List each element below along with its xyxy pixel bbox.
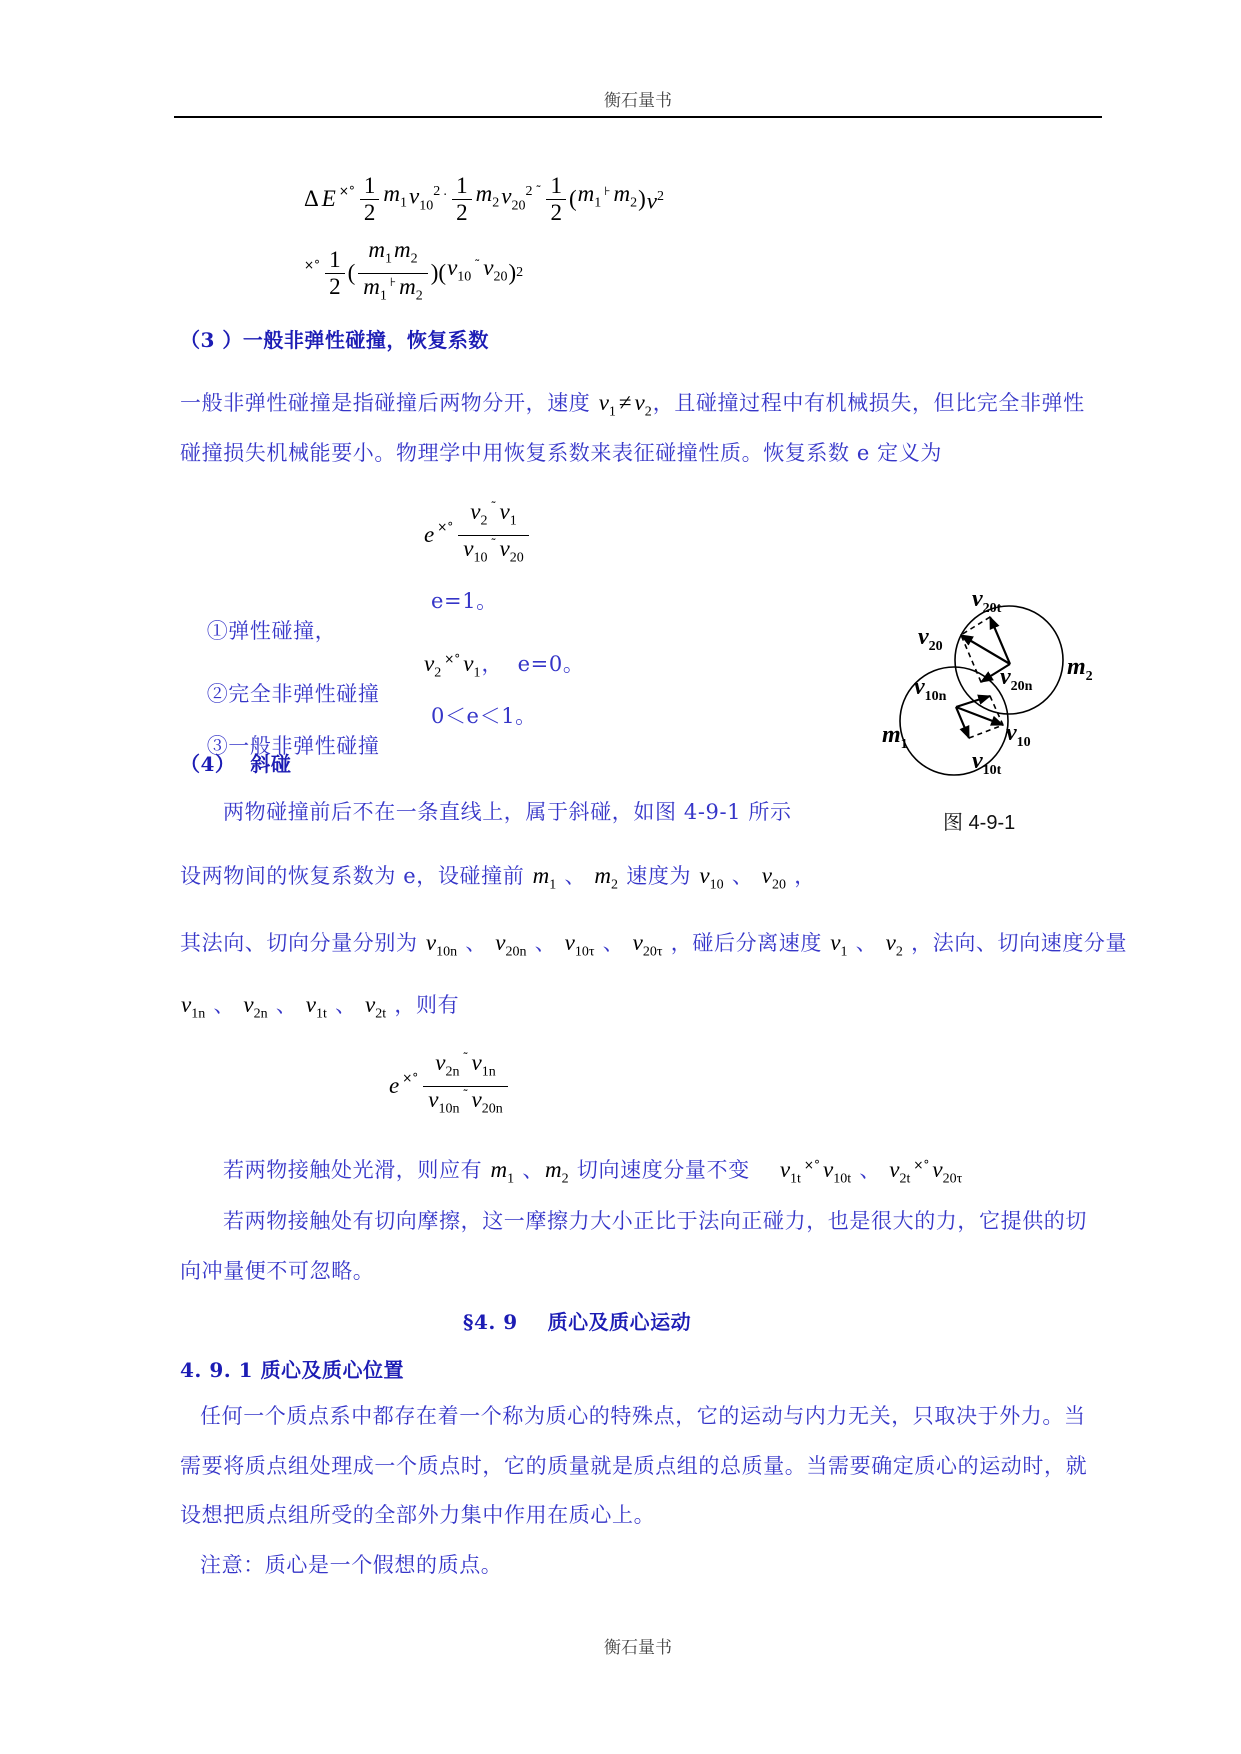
variable-symbol: v <box>447 255 458 281</box>
variable-subscript: 20τ <box>942 1171 963 1187</box>
text-run: 任何一个质点系中都存在着一个称为质心的特殊点，它的运动与内力无关，只取决于外力。当 <box>200 1404 1086 1428</box>
fraction-denominator <box>452 199 472 226</box>
variable-symbol: v <box>483 255 494 281</box>
superscript: 2 <box>516 265 524 280</box>
variable-subscript: 1 <box>594 195 602 211</box>
variable-symbol: v <box>761 863 772 888</box>
variable-symbol: m <box>399 273 416 299</box>
fraction <box>546 173 566 226</box>
label-symbol: v <box>1000 664 1011 690</box>
variable-symbol: m <box>532 863 550 888</box>
math-operator: ×° <box>913 1158 930 1172</box>
variable-subscript: 2n <box>253 1006 268 1022</box>
paragraph-line <box>180 861 816 901</box>
variable-subscript: 2 <box>895 944 903 960</box>
variable-subscript: 1 <box>384 251 392 267</box>
math-operator: ⊦ <box>389 274 397 289</box>
label-subscript: 1 <box>900 737 908 752</box>
label-subscript: 10 <box>1016 735 1031 750</box>
text-run: 1 <box>550 172 562 198</box>
math-operator: ˜ <box>535 184 542 198</box>
label-v20t <box>972 586 1002 616</box>
math-variable <box>598 390 616 420</box>
text-run: 、 <box>268 993 305 1017</box>
variable-symbol: v <box>424 651 435 676</box>
variable-symbol: v <box>499 535 510 561</box>
text-run: 、 <box>327 993 365 1017</box>
text-run: ， e=0。 <box>481 652 585 676</box>
paragraph-line <box>180 928 1127 968</box>
math-variable <box>647 184 664 215</box>
math-variable <box>499 498 517 529</box>
text-run: 设两物间的恢复系数为 e，设碰撞前 <box>180 864 532 888</box>
restitution-coefficient-formula <box>423 498 532 566</box>
variable-symbol: v <box>634 390 645 415</box>
text-run: 、 <box>458 931 495 955</box>
math-variable <box>761 863 786 893</box>
math-variable <box>425 930 458 960</box>
oblique-restitution-formula <box>388 1049 511 1117</box>
variable-subscript: 1 <box>400 195 408 211</box>
text-run: 一般非弹性碰撞是指碰撞后两物分开，速度 <box>180 391 598 415</box>
math-variable <box>501 179 532 219</box>
variable-subscript: 1t <box>315 1006 327 1022</box>
variable-subscript: 1 <box>379 288 387 304</box>
math-variable <box>447 255 471 291</box>
variable-symbol: v <box>471 1049 482 1075</box>
energy-loss-equation-line-1 <box>302 170 665 228</box>
math-variable <box>779 1157 801 1187</box>
fraction-numerator <box>465 499 521 535</box>
paragraph-line <box>200 1401 1086 1431</box>
paragraph-line <box>223 797 792 827</box>
list-item-label: ③一般非弹性碰撞 <box>206 734 380 758</box>
variable-symbol: v <box>598 390 609 415</box>
variable-subscript: 2 <box>415 288 423 304</box>
label-symbol: v <box>918 624 929 650</box>
text-run: ，则有 <box>387 993 460 1017</box>
variable-subscript: 2 <box>480 513 488 529</box>
fraction <box>360 173 380 226</box>
list-item-value <box>431 586 498 616</box>
text-run: 、 <box>848 931 885 955</box>
math-variable <box>499 535 524 566</box>
variable-symbol: v <box>471 1086 482 1112</box>
variable-subscript: 20 <box>511 198 526 214</box>
text-run: 注意：质心是一个假想的质点。 <box>200 1553 503 1577</box>
math-variable <box>885 930 903 960</box>
text-run: 2 <box>363 199 376 225</box>
fraction-numerator <box>546 173 566 199</box>
label-subscript: 2 <box>1085 669 1093 684</box>
text-run: ) <box>508 260 517 285</box>
section-heading-oblique: （4） 斜碰 <box>180 752 292 776</box>
math-operator: ×° <box>437 520 454 534</box>
math-variable <box>532 863 557 893</box>
paragraph-line <box>180 388 1085 428</box>
math-variable <box>495 930 527 960</box>
variable-subscript: 20n <box>505 944 527 960</box>
math-variable <box>365 992 387 1022</box>
fraction-denominator <box>458 535 528 572</box>
list-item-label: ②完全非弹性碰撞 <box>206 682 380 706</box>
text-run: 、 <box>724 864 761 888</box>
variable-subscript: 10n <box>438 1101 460 1117</box>
v20-dashed-guide <box>961 617 990 635</box>
math-variable <box>463 651 481 681</box>
chapter-section-title: §4. 9 质心及质心运动 <box>463 1310 692 1334</box>
text-run: 1 <box>363 172 376 198</box>
math-operator: ˜ <box>462 1050 469 1065</box>
label-subscript: 10t <box>982 763 1002 778</box>
text-run: ) <box>638 186 646 211</box>
math-operator: ×° <box>304 258 321 272</box>
text-run: ( <box>347 260 356 285</box>
math-variable <box>305 992 327 1022</box>
math-variable <box>889 1157 911 1187</box>
variable-symbol: E <box>321 186 336 211</box>
variable-symbol: v <box>305 992 316 1017</box>
variable-symbol: v <box>822 1157 834 1182</box>
math-variable <box>393 236 418 267</box>
math-symbol: Δ <box>304 186 319 211</box>
v10n-arrow <box>956 696 990 707</box>
math-operator: ˜ <box>490 499 497 514</box>
energy-loss-equation-line-2 <box>302 236 524 304</box>
label-m2 <box>1067 654 1093 684</box>
label-subscript: 10n <box>924 689 947 704</box>
variable-symbol: v <box>699 863 710 888</box>
v10-dashed-guide <box>969 725 1003 738</box>
math-variable <box>399 273 423 304</box>
variable-subscript: 1 <box>509 513 517 529</box>
variable-subscript: 2 <box>610 877 618 893</box>
variable-subscript: 2t <box>899 1171 911 1187</box>
label-subscript: 20 <box>928 639 943 654</box>
text-run: 、 <box>557 864 594 888</box>
math-variable <box>368 236 392 267</box>
variable-subscript: 10 <box>473 550 488 566</box>
variable-symbol: v <box>470 498 481 524</box>
variable-symbol: v <box>779 1157 791 1182</box>
math-variable <box>564 930 595 960</box>
fraction <box>458 499 528 571</box>
label-symbol: v <box>972 748 983 774</box>
page-header: 衡石量书 <box>604 91 672 111</box>
math-variable <box>578 181 602 217</box>
fraction-numerator <box>325 247 345 273</box>
list-item-value <box>431 701 537 731</box>
label-symbol: v <box>1006 720 1017 746</box>
text-run: e=1。 <box>431 589 498 613</box>
variable-subscript: 20 <box>509 550 524 566</box>
label-v10 <box>1006 720 1031 750</box>
variable-subscript: 2 <box>561 1171 569 1187</box>
paragraph-line <box>180 1500 655 1530</box>
fraction-denominator <box>358 273 428 310</box>
math-operator: ×° <box>402 1071 419 1085</box>
math-variable <box>632 930 663 960</box>
variable-subscript: 1 <box>840 944 848 960</box>
math-variable <box>363 273 387 304</box>
variable-subscript: 1 <box>507 1171 515 1187</box>
variable-subscript: 2 <box>492 195 500 211</box>
variable-subscript: 2 <box>630 195 638 211</box>
page-footer: 衡石量书 <box>604 1638 672 1658</box>
label-subscript: 20n <box>1010 679 1033 694</box>
fraction <box>325 247 345 300</box>
fraction <box>452 173 472 226</box>
variable-subscript: 20n <box>481 1101 503 1117</box>
section-heading-inelastic: （3 ）一般非弹性碰撞，恢复系数 <box>180 328 489 352</box>
label-symbol: m <box>1067 654 1086 680</box>
math-variable <box>483 255 507 291</box>
variable-subscript: 1 <box>608 404 616 420</box>
math-variable <box>545 1157 569 1187</box>
text-run: 、 <box>527 931 564 955</box>
label-m1 <box>882 722 908 752</box>
fraction-numerator <box>360 173 380 199</box>
text-run: 若两物接触处光滑，则应有 <box>223 1158 490 1182</box>
list-item-label: ①弹性碰撞， <box>206 619 337 643</box>
math-variable <box>594 863 618 893</box>
paragraph-line <box>223 1206 1087 1236</box>
variable-subscript: 1t <box>790 1171 801 1187</box>
math-variable <box>830 930 848 960</box>
variable-subscript: 10n <box>436 944 458 960</box>
variable-symbol: m <box>594 863 611 888</box>
text-run: 1 <box>329 246 341 272</box>
variable-symbol: m <box>393 236 411 262</box>
variable-symbol: m <box>490 1157 508 1182</box>
math-operator: ˜ <box>474 258 481 272</box>
math-variable <box>699 863 724 893</box>
text-run: ， <box>786 864 816 888</box>
math-operator: ×° <box>444 652 461 666</box>
math-variable <box>470 498 488 529</box>
fraction-numerator <box>452 173 472 199</box>
variable-superscript: 2 <box>433 183 441 199</box>
fraction-denominator <box>423 1086 507 1123</box>
variable-symbol: m <box>545 1157 562 1182</box>
variable-subscript: 2 <box>434 665 442 681</box>
label-v20n <box>1000 664 1033 694</box>
text-run: 其法向、切向分量分别为 <box>180 931 425 955</box>
variable-symbol: v <box>409 183 420 209</box>
variable-symbol: v <box>463 535 474 561</box>
variable-symbol: e <box>424 522 435 547</box>
variable-subscript: 1n <box>191 1006 206 1022</box>
text-run: 2 <box>329 273 341 299</box>
text-run: 设想把质点组所受的全部外力集中作用在质心上。 <box>180 1503 656 1527</box>
text-run: 0＜e＜1。 <box>431 704 537 728</box>
variable-symbol: v <box>181 992 192 1017</box>
paragraph-line <box>223 1155 963 1195</box>
variable-subscript: 1 <box>473 665 481 681</box>
variable-subscript: 1 <box>549 877 557 893</box>
text-run: ，碰后分离速度 <box>663 931 830 955</box>
label-v10n <box>914 674 947 704</box>
math-variable <box>932 1157 963 1187</box>
label-symbol: v <box>914 674 925 700</box>
variable-subscript: 10 <box>457 269 472 285</box>
math-variable <box>424 522 434 548</box>
text-run: 2 <box>456 199 468 225</box>
oblique-collision-figure <box>860 580 1100 785</box>
math-variable <box>471 1049 496 1080</box>
text-run: 向冲量便不可忽略。 <box>180 1259 375 1283</box>
math-symbol: ≠ <box>618 390 632 415</box>
math-variable <box>471 1086 503 1117</box>
paragraph-line <box>180 1256 374 1286</box>
math-variable <box>409 179 440 219</box>
note-line <box>200 1550 502 1580</box>
fraction-numerator <box>430 1050 500 1086</box>
variable-subscript: 20τ <box>642 944 663 960</box>
variable-symbol: v <box>243 992 254 1017</box>
subsection-title: 4. 9. 1 质心及质心位置 <box>180 1358 405 1382</box>
variable-symbol: v <box>499 498 510 524</box>
text-run: 速度为 <box>618 864 699 888</box>
variable-symbol: v <box>435 1049 446 1075</box>
variable-symbol: v <box>932 1157 943 1182</box>
paragraph-line <box>180 990 459 1030</box>
text-run: 两物碰撞前后不在一条直线上，属于斜碰，如图 4-9-1 所示 <box>223 800 792 824</box>
text-run: 1 <box>456 172 468 198</box>
variable-symbol: m <box>368 236 385 262</box>
math-variable <box>322 186 336 212</box>
label-symbol: m <box>882 722 901 748</box>
math-variable <box>243 992 268 1022</box>
variable-symbol: m <box>613 181 631 207</box>
variable-symbol: v <box>501 183 512 209</box>
math-variable <box>822 1157 852 1187</box>
fraction <box>423 1050 507 1122</box>
header-rule <box>174 116 1102 118</box>
text-run: 、 <box>515 1158 544 1182</box>
variable-symbol: m <box>577 181 595 207</box>
fraction-denominator <box>360 199 380 226</box>
variable-subscript: 1n <box>481 1064 496 1080</box>
fraction-numerator <box>363 237 422 273</box>
paragraph-line <box>180 438 942 468</box>
label-v20 <box>918 624 943 654</box>
label-subscript: 20t <box>982 601 1002 616</box>
math-operator: ˜ <box>462 1087 469 1102</box>
math-operator: ˜ <box>490 536 497 551</box>
math-variable <box>634 390 652 420</box>
text-run: ，且碰撞过程中有机械损失，但比完全非弹性 <box>652 391 1085 415</box>
math-variable <box>463 535 488 566</box>
variable-subscript: 2n <box>445 1064 460 1080</box>
math-operator: ×° <box>338 184 355 198</box>
variable-subscript: 10τ <box>574 944 595 960</box>
variable-subscript: 2 <box>644 404 652 420</box>
text-run: 、 <box>852 1158 889 1182</box>
variable-symbol: m <box>363 273 380 299</box>
variable-symbol: v <box>425 930 437 955</box>
variable-symbol: v <box>564 930 575 955</box>
text-run: 、 <box>206 993 243 1017</box>
label-symbol: v <box>972 586 983 612</box>
fraction-denominator <box>325 273 345 300</box>
text-run: 、 <box>595 931 632 955</box>
text-run: 若两物接触处有切向摩擦，这一摩擦力大小正比于法向正碰力，也是很大的力，它提供的切 <box>223 1209 1087 1233</box>
text-run: 2 <box>550 199 562 225</box>
math-variable <box>181 992 206 1022</box>
math-operator: . <box>443 184 448 198</box>
variable-symbol: v <box>885 930 896 955</box>
variable-superscript: 2 <box>525 183 533 199</box>
math-operator: ⊦ <box>604 184 611 198</box>
variable-subscript: 2 <box>410 251 418 267</box>
variable-subscript: 10t <box>833 1171 852 1187</box>
variable-symbol: v <box>889 1157 900 1182</box>
variable-subscript: 20 <box>771 877 786 893</box>
math-variable <box>476 181 500 217</box>
variable-superscript: 2 <box>657 188 664 204</box>
variable-symbol: v <box>463 651 474 676</box>
text-run: 碰撞损失机械能要小。物理学中用恢复系数来表征碰撞性质。恢复系数 e 定义为 <box>180 441 942 465</box>
variable-symbol: v <box>646 188 657 214</box>
text-run: 需要将质点组处理成一个质点时，它的质量就是质点组的总质量。当需要确定质心的运动时，就 <box>180 1454 1088 1478</box>
math-variable <box>435 1049 460 1080</box>
math-variable <box>389 1073 399 1099</box>
text-run: ，法向、切向速度分量 <box>903 931 1128 955</box>
text-run: 切向速度分量不变 <box>569 1158 779 1182</box>
math-operator: ×° <box>803 1158 820 1172</box>
variable-symbol: v <box>428 1086 439 1112</box>
variable-symbol: v <box>495 930 506 955</box>
math-variable <box>490 1157 515 1187</box>
paragraph-line <box>180 1451 1087 1481</box>
variable-symbol: v <box>830 930 841 955</box>
math-variable <box>383 181 407 217</box>
variable-symbol: m <box>475 181 493 207</box>
variable-subscript: 10 <box>709 877 724 893</box>
figure-caption: 图 4-9-1 <box>943 812 1016 834</box>
variable-symbol: v <box>632 930 643 955</box>
variable-subscript: 2t <box>375 1006 387 1022</box>
variable-symbol: m <box>383 181 401 207</box>
variable-subscript: 20 <box>493 269 508 285</box>
list-item-value <box>423 649 584 689</box>
fraction <box>358 237 428 309</box>
math-variable <box>428 1086 460 1117</box>
variable-symbol: e <box>389 1073 400 1098</box>
fraction-denominator <box>546 199 566 226</box>
text-run: )( <box>430 260 447 285</box>
variable-symbol: v <box>365 992 376 1017</box>
math-variable <box>613 181 637 217</box>
variable-subscript: 10 <box>419 198 434 214</box>
math-variable <box>424 651 442 681</box>
text-run: ( <box>568 186 577 211</box>
